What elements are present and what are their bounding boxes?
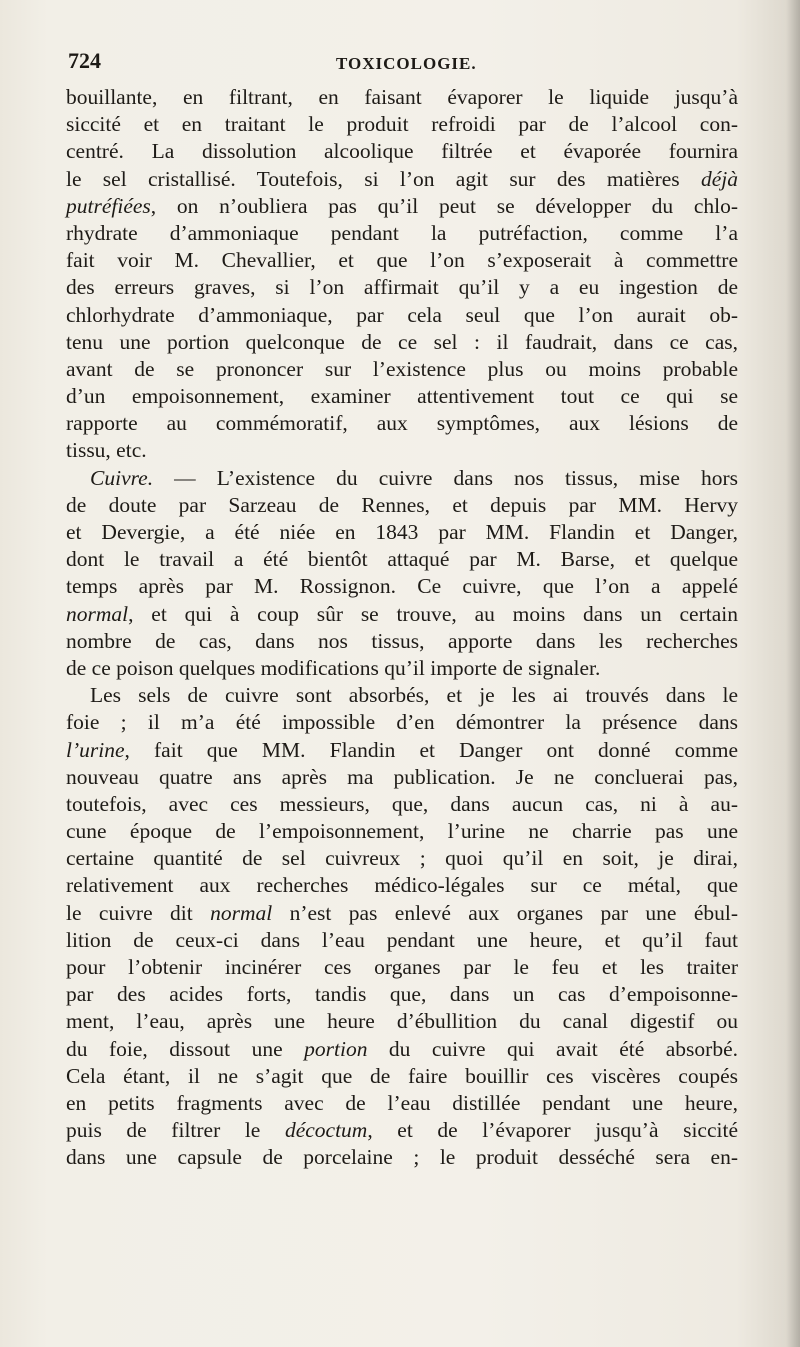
text-line: [66, 84, 738, 111]
text-line: [66, 465, 738, 492]
text-line: [66, 356, 738, 383]
text-line: [66, 927, 738, 954]
text-segment: , et qui à coup sûr se trouve, au moins dans un certain: [128, 601, 738, 626]
text-line: [66, 818, 738, 845]
text-segment: bouillante, en filtrant, en faisant évaporer le liquide jusqu’à: [66, 85, 738, 109]
body-text: [66, 84, 738, 1172]
text-segment: Les sels de cuivre sont absorbés, et je les ai trouvés dans le: [90, 683, 738, 708]
text-line: [66, 111, 738, 138]
text-segment: foie ; il m’a été impossible d’en démontrer la présence dans: [66, 710, 738, 735]
text-line: [66, 193, 738, 220]
text-segment: , on n’oubliera pas qu’il peut se développer du chlo-: [150, 193, 738, 218]
text-line: [66, 302, 738, 329]
text-line: [66, 954, 738, 981]
text-segment: puis de filtrer le: [66, 1118, 285, 1143]
text-segment: cune époque de l’empoisonnement, l’urine ne charrie pas une: [66, 819, 738, 844]
text-segment: toutefois, avec ces messieurs, que, dans aucun cas, ni à au-: [66, 791, 738, 816]
text-line: [66, 628, 738, 655]
text-line: [66, 900, 738, 927]
italic-text: décoctum: [284, 1118, 368, 1143]
text-line: [66, 220, 738, 247]
text-segment: — L’existence du cuivre dans nos tissus, mise hors: [153, 465, 738, 490]
text-segment: en petits fragments avec de l’eau distillée pendant une heure,: [66, 1090, 738, 1115]
italic-text: normal: [210, 900, 273, 925]
text-segment: chlorhydrate d’ammoniaque, par cela seul que l’on aurait ob-: [66, 302, 738, 327]
text-segment: siccité et en traitant le produit refroidi par de l’alcool con-: [66, 112, 738, 137]
text-segment: du foie, dissout une: [66, 1036, 305, 1061]
italic-text: normal: [66, 601, 129, 626]
text-line: [66, 737, 738, 764]
text-line: [66, 383, 738, 410]
text-segment: et Devergie, a été niée en 1843 par MM. Flandin et Danger,: [66, 520, 738, 544]
text-segment: tissu, etc.: [66, 438, 147, 463]
text-segment: nouveau quatre ans après ma publication. Je ne concluerai pas,: [66, 764, 738, 789]
text-line: [66, 981, 738, 1008]
text-line: [66, 519, 738, 546]
text-line: [66, 1036, 738, 1063]
text-segment: par des acides forts, tandis que, dans un cas d’empoisonne-: [66, 982, 738, 1007]
text-segment: relativement aux recherches médico-légales sur ce métal, que: [66, 873, 738, 898]
page-number: 724: [68, 48, 101, 73]
text-segment: pour l’obtenir incinérer ces organes par le feu et les traiter: [66, 955, 738, 979]
text-segment: fait voir M. Chevallier, et que l’on s’exposerait à commettre: [66, 248, 738, 273]
text-line: [66, 274, 738, 301]
text-line: [66, 1063, 738, 1090]
text-line: [66, 601, 738, 628]
text-line: [66, 1117, 738, 1144]
text-line: [66, 437, 738, 464]
text-line: [66, 709, 738, 736]
page-spine-shadow: [786, 0, 800, 1347]
text-segment: dans une capsule de porcelaine ; le produit desséché sera en-: [66, 1145, 738, 1170]
text-segment: avant de se prononcer sur l’existence plus ou moins probable: [66, 356, 738, 381]
text-segment: rapporte au commémoratif, aux symptômes, aux lésions de: [66, 411, 738, 436]
text-segment: Cela étant, il ne s’agit que de faire bouillir ces viscères coupés: [66, 1063, 738, 1088]
text-segment: ment, l’eau, après une heure d’ébullition du canal digestif ou: [66, 1009, 738, 1034]
text-segment: centré. La dissolution alcoolique filtrée et évaporée fournira: [66, 139, 738, 164]
text-line: [66, 764, 738, 791]
text-line: [66, 845, 738, 872]
italic-text: Cuivre.: [90, 465, 154, 490]
text-segment: le sel cristallisé. Toutefois, si l’on agit sur des matières: [66, 166, 701, 191]
text-segment: de ce poison quelques modifications qu’il importe de signaler.: [66, 655, 601, 680]
text-line: [66, 1090, 738, 1117]
italic-text: l’urine: [66, 737, 125, 762]
text-line: [66, 166, 738, 193]
text-segment: temps après par M. Rossignon. Ce cuivre, que l’on a appelé: [66, 574, 738, 599]
text-segment: d’un empoisonnement, examiner attentivement tout ce qui se: [66, 384, 738, 409]
text-line: [66, 329, 738, 356]
text-segment: du cuivre qui avait été absorbé.: [367, 1036, 738, 1061]
text-segment: , et de l’évaporer jusqu’à siccité: [367, 1118, 739, 1143]
text-line: [66, 872, 738, 899]
running-head: TOXICOLOGIE.: [336, 54, 477, 73]
text-segment: le cuivre dit: [66, 900, 211, 925]
text-segment: certaine quantité de sel cuivreux ; quoi qu’il en soit, je dirai,: [66, 846, 738, 871]
text-segment: lition de ceux-ci dans l’eau pendant une heure, et qu’il faut: [66, 927, 738, 952]
text-segment: de doute par Sarzeau de Rennes, et depuis par MM. Hervy: [66, 492, 738, 517]
italic-text: déjà: [700, 166, 738, 191]
text-segment: nombre de cas, dans nos tissus, apporte dans les recherches: [66, 628, 738, 653]
text-line: [66, 682, 738, 709]
text-segment: dont le travail a été bientôt attaqué par M. Barse, et quelque: [66, 547, 738, 572]
text-line: [66, 247, 738, 274]
text-line: [66, 791, 738, 818]
text-segment: tenu une portion quelconque de ce sel : il faudrait, dans ce cas,: [66, 329, 738, 354]
text-line: [66, 546, 738, 573]
italic-text: putréfiées: [66, 193, 151, 218]
text-line: [66, 655, 738, 682]
text-segment: n’est pas enlevé aux organes par une ébul-: [272, 900, 738, 925]
text-line: [66, 1008, 738, 1035]
text-segment: des erreurs graves, si l’on affirmait qu’il y a eu ingestion de: [66, 275, 738, 300]
text-line: [66, 410, 738, 437]
text-line: [66, 492, 738, 519]
text-line: [66, 573, 738, 600]
text-segment: , fait que MM. Flandin et Danger ont donné comme: [124, 737, 738, 762]
italic-text: portion: [304, 1036, 368, 1061]
text-line: [66, 138, 738, 165]
text-segment: rhydrate d’ammoniaque pendant la putréfaction, comme l’a: [66, 220, 738, 245]
text-line: [66, 1144, 738, 1171]
page-header: [68, 44, 740, 80]
